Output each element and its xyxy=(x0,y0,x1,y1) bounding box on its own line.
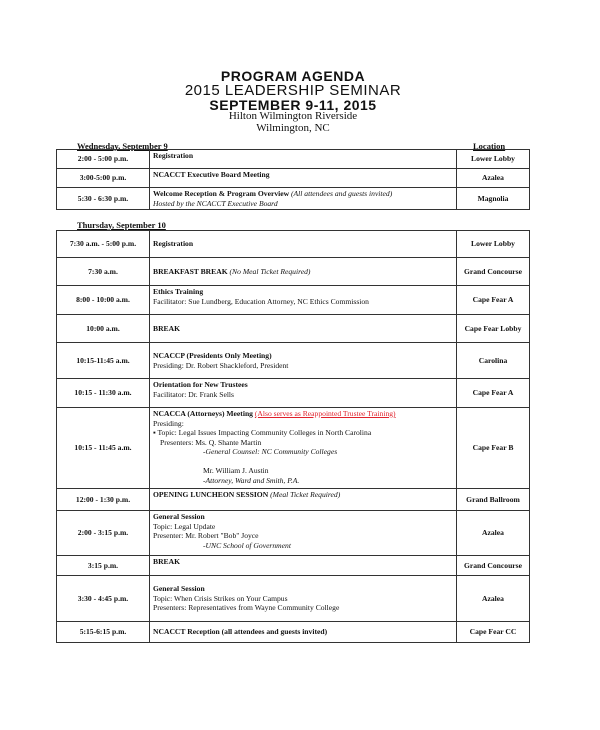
presenter-affiliation: -Attorney, Ward and Smith, P.A. xyxy=(203,475,300,485)
time: 5:30 - 6:30 p.m. xyxy=(57,188,150,210)
session-title: NCACCP (Presidents Only Meeting) xyxy=(153,351,272,360)
time: 10:15 - 11:45 a.m. xyxy=(57,408,150,489)
session-title: Registration xyxy=(150,231,457,258)
session-title: Ethics Training xyxy=(153,287,204,296)
time: 7:30 a.m. xyxy=(57,258,150,286)
table-row xyxy=(57,258,530,286)
session-detail: Presiding: xyxy=(153,418,184,428)
wednesday-table xyxy=(56,149,530,210)
table-row xyxy=(57,576,530,622)
presenter: Mr. William J. Austin xyxy=(203,466,269,475)
location: Azalea xyxy=(457,576,530,622)
time: 5:15-6:15 p.m. xyxy=(57,622,150,643)
time: 3:00-5:00 p.m. xyxy=(57,169,150,188)
session-title: BREAK xyxy=(150,315,457,343)
time: 7:30 a.m. - 5:00 p.m. xyxy=(57,231,150,258)
presenter: Presenters: Representatives from Wayne Community College xyxy=(153,603,340,613)
table-row xyxy=(57,511,530,556)
session-topic: Topic: Legal Issues Impacting Community Colleges in North Carolina xyxy=(157,428,372,437)
page-subtitle: 2015 LEADERSHIP SEMINAR xyxy=(184,82,402,99)
session-title: Welcome Reception & Program Overview xyxy=(153,189,290,198)
time: 2:00 - 5:00 p.m. xyxy=(57,150,150,169)
presenter-affiliation: -UNC School of Government xyxy=(203,540,291,550)
session-detail: Facilitator: Sue Lundberg, Education Attorney, NC Ethics Commission xyxy=(153,296,369,306)
table-row xyxy=(57,343,530,379)
location: Magnolia xyxy=(457,188,530,210)
day-heading-thursday: Thursday, September 10 xyxy=(77,220,166,230)
session-title: BREAKFAST BREAK xyxy=(153,266,228,276)
table-row xyxy=(57,188,530,210)
table-row xyxy=(57,150,530,169)
location: Cape Fear CC xyxy=(457,622,530,643)
session-note: (No Meal Ticket Required) xyxy=(229,266,311,276)
session-title: OPENING LUNCHEON SESSION xyxy=(153,490,269,499)
time: 10:15 - 11:30 a.m. xyxy=(57,379,150,408)
session-title: General Session xyxy=(153,584,205,594)
session-detail: Facilitator: Dr. Frank Sells xyxy=(153,389,234,399)
session-note: (All attendees and guests invited) xyxy=(291,189,393,198)
table-row xyxy=(57,556,530,576)
location: Grand Ballroom xyxy=(457,489,530,511)
table-row: 10:15 - 11:45 a.m. NCACCA (Attorneys) Meeting (Also serves as Reappointed Trustee Training) Presiding: ▪ Topic: Legal Issues Impacting Community Colleges in North Carolina Presenters: Ms. Q. Shante Martin -General Counsel: NC Community Colleges Mr. William J. Austin -Attorney, Ward and Smith, P.A. Cape Fear B xyxy=(57,408,530,489)
session-topic: Topic: Legal Update xyxy=(153,521,216,531)
session-title: NCACCT Executive Board Meeting xyxy=(150,169,457,188)
session-title: Orientation for New Trustees xyxy=(153,380,248,389)
presenter: Presenter: Mr. Robert "Bob" Joyce xyxy=(153,531,259,540)
location: Azalea xyxy=(457,169,530,188)
location: Lower Lobby xyxy=(457,150,530,169)
session-note: (Meal Ticket Required) xyxy=(270,490,341,499)
time: 3:15 p.m. xyxy=(57,556,150,576)
session-note-link[interactable]: (Also serves as Reappointed Trustee Training) xyxy=(254,409,396,418)
session-detail: Presiding: Dr. Robert Shackleford, President xyxy=(153,360,289,370)
table-row xyxy=(57,379,530,408)
event-dates: SEPTEMBER 9-11, 2015 xyxy=(209,97,377,113)
table-row xyxy=(57,169,530,188)
city: Wilmington, NC xyxy=(256,122,330,134)
time: 12:00 - 1:30 p.m. xyxy=(57,489,150,511)
session-title: General Session xyxy=(153,512,205,521)
session-title: NCACCA (Attorneys) Meeting xyxy=(153,409,253,418)
presenter-affiliation: -General Counsel: NC Community Colleges xyxy=(203,447,338,456)
location: Carolina xyxy=(457,343,530,379)
session-detail: Hosted by the NCACCT Executive Board xyxy=(153,198,278,208)
location: Cape Fear B xyxy=(457,408,530,489)
location: Grand Concourse xyxy=(457,258,530,286)
time: 2:00 - 3:15 p.m. xyxy=(57,511,150,556)
time: 10:15-11:45 a.m. xyxy=(57,343,150,379)
table-row xyxy=(57,315,530,343)
session-topic: Topic: When Crisis Strikes on Your Campus xyxy=(153,593,288,603)
location: Azalea xyxy=(457,511,530,556)
session-title: Registration xyxy=(150,150,457,169)
table-row xyxy=(57,489,530,511)
page-title: PROGRAM AGENDA xyxy=(220,68,366,84)
presenter: Presenters: Ms. Q. Shante Martin xyxy=(160,437,262,447)
table-row xyxy=(57,231,530,258)
location-heading: Location xyxy=(473,141,506,151)
location: Cape Fear A xyxy=(457,286,530,315)
venue: Hilton Wilmington Riverside xyxy=(228,110,358,122)
time: 8:00 - 10:00 a.m. xyxy=(57,286,150,315)
thursday-table xyxy=(56,230,530,643)
location: Grand Concourse xyxy=(457,556,530,576)
time: 10:00 a.m. xyxy=(57,315,150,343)
session-title: NCACCT Reception (all attendees and guests invited) xyxy=(150,622,457,643)
location: Lower Lobby xyxy=(457,231,530,258)
session-title: BREAK xyxy=(150,556,457,576)
location: Cape Fear A xyxy=(457,379,530,408)
table-row xyxy=(57,622,530,643)
location: Cape Fear Lobby xyxy=(457,315,530,343)
time: 3:30 - 4:45 p.m. xyxy=(57,576,150,622)
table-row xyxy=(57,286,530,315)
day-heading-wednesday: Wednesday, September 9 xyxy=(77,141,168,151)
